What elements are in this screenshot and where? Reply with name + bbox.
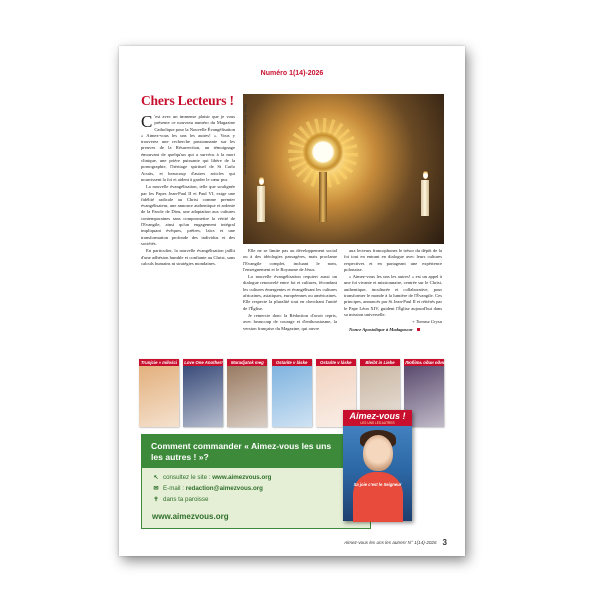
article-paragraph: C 'est avec un immense plaisir que je vous présente ce nouveau numéro du Magazine Catholique pour la Nouvelle Évangélisation « Aimez-vous les uns les autres! ». Vous y trouverez une recherche passionnante sur les preuves de la Résurrection, un témoignage émouvant de quelqu'un qui a survécu à la mort clinique, une prière puissante qui libère de la pornographie, l'héritage spirituel de St Carlo Acutis, et beaucoup d'autres articles qui nourrissent la foi et aident à garder le cœur pur. <box>141 112 235 182</box>
featured-cover <box>343 410 412 521</box>
order-site-link[interactable]: www.aimezvous.org <box>212 474 272 481</box>
end-mark-icon <box>417 328 420 331</box>
signature-title: Nonce Apostolique à Madagascar <box>344 327 442 333</box>
article-column-3 <box>344 248 442 350</box>
article-column-2 <box>243 248 337 350</box>
article-paragraph: En particulier, la nouvelle évangélisation jaillit d'une adhésion humble et confiante au Christ, sans calculs humains ni stratégies mondaines. <box>141 248 235 266</box>
monstrance-stem <box>319 172 327 222</box>
cover-thumbnail-image <box>183 366 223 427</box>
page-title: Chers Lecteurs ! <box>141 93 234 108</box>
cover-thumbnail-title: Ostańte v láske <box>275 360 308 365</box>
magazine-cover-thumbnail[interactable] <box>139 359 179 427</box>
cover-caption: Sa joie c'est le Seigneur <box>353 482 402 487</box>
cover-thumbnail-title: Love One Another! <box>184 360 223 365</box>
cursor-icon: ↖ <box>153 475 159 481</box>
cover-thumbnail-image <box>139 366 179 427</box>
flame-icon <box>259 176 264 185</box>
article-column-1 <box>141 114 235 350</box>
magazine-cover-thumbnail[interactable] <box>183 359 223 427</box>
cover-thumbnail-image <box>227 366 267 427</box>
cover-title: Aimez-vous ! <box>349 411 406 421</box>
order-email-line: ✉ E-mail : redaction@aimezvous.org <box>153 485 263 492</box>
article-paragraph: aux lecteurs francophones le trésor du dépôt de la foi tout en entrant en dialogue avec leurs cultures respectives et en partageant une expérience polonaise. <box>344 248 442 272</box>
cover-thumbnail-image <box>272 366 312 427</box>
cover-thumbnail-title: Trunjcie » miłości <box>140 360 178 365</box>
candle-right <box>421 180 429 216</box>
order-email-link[interactable]: redaction@aimezvous.org <box>185 485 263 492</box>
article-paragraph: La nouvelle évangélisation, telle que soulignée par les Papes Jean-Paul II et Paul VI, exige une fidélité radicale au Christ comme premier évangélisateur, une annonce authentique et ardente de la Parole de Dieu, une adaptation aux cultures contemporaines sans compromettre la vérité de l'Evangile, ainsi qu'un engagement intégral impliquant évêques, prêtres, laïcs et une transformation profonde des individus et des sociétés. <box>141 184 235 246</box>
flame-icon <box>423 170 428 179</box>
cover-thumbnail-title: Ostańte v láske <box>320 360 352 365</box>
cover-subtitle: LES UNS LES AUTRES <box>360 421 395 425</box>
article-paragraph: Elle ne se limite pas au développement social ou à des idéologies passagères, mais proclame l'Evangile complet, incluant le nom, l'enseignement et le Royaume de Jésus. <box>243 248 337 272</box>
order-parish-line: ✝ dans ta paroisse <box>153 496 209 503</box>
page-number: 3 <box>442 538 447 547</box>
signature-name: + Tomasz Grysa <box>411 319 442 325</box>
order-details <box>142 468 370 528</box>
dropcap: C <box>141 112 153 131</box>
magazine-cover-thumbnail[interactable] <box>272 359 312 427</box>
article-paragraph: « Aimez-vous les uns les autres! » est un appel à une foi vivante et missionnaire, centrée sur le Christ, authentique, inculturée et collaborative, pour transformer le monde à la lumière de l'Évangile. Ces principes, annoncés par St Jean-Paul II et réitérés par le Pape Léon XIV, guident l'Église aujourd'hui dans sa mission universelle. <box>344 274 442 317</box>
magazine-cover-thumbnail[interactable] <box>227 359 267 427</box>
website-link[interactable]: www.aimezvous.org <box>152 512 229 521</box>
order-title: Comment commander « Aimez-vous les uns les autres ! »? <box>151 441 332 462</box>
monstrance-photo <box>243 94 444 244</box>
cover-thumbnail-title: Bleibt in Liebe <box>365 360 395 365</box>
cover-person-body <box>353 472 403 522</box>
envelope-icon: ✉ <box>153 486 159 492</box>
church-icon: ✝ <box>153 497 159 503</box>
cover-thumbnail-title: Maradjatok meg <box>231 360 264 365</box>
footer-publication: Aimez-vous les uns les autres! N° 1(14)-2026 <box>344 540 437 545</box>
order-box <box>141 434 371 529</box>
cover-person-face <box>363 435 393 471</box>
article-paragraph: Je remercie donc la Rédaction d'avoir repris, avec beaucoup de courage et d'enthousiasme, la version française du Magazine, qui ouvre <box>243 312 337 331</box>
article-paragraph: La nouvelle évangélisation requiert aussi un dialogue renouvelé entre foi et cultures, fécondant les cultures émergentes et évangélisant les cultures africaines, asiatiques, européennes ou américaines. Elle respecte la pluralité tout en cherchant l'unité de l'Église. <box>243 274 337 311</box>
cover-thumbnail-title: Любіть один одного! <box>405 360 452 365</box>
photo-credit: Photo : Robert Cutts/Unsplash / Shutterstock.com <box>243 104 247 175</box>
candle-left <box>257 186 265 222</box>
page-footer <box>119 538 447 547</box>
magazine-page <box>119 46 465 556</box>
order-site-line: ↖ consultez le site : www.aimezvous.org <box>153 474 272 481</box>
issue-number: Numéro 1(14)-2026 <box>260 70 324 77</box>
monstrance-icon <box>303 132 343 172</box>
